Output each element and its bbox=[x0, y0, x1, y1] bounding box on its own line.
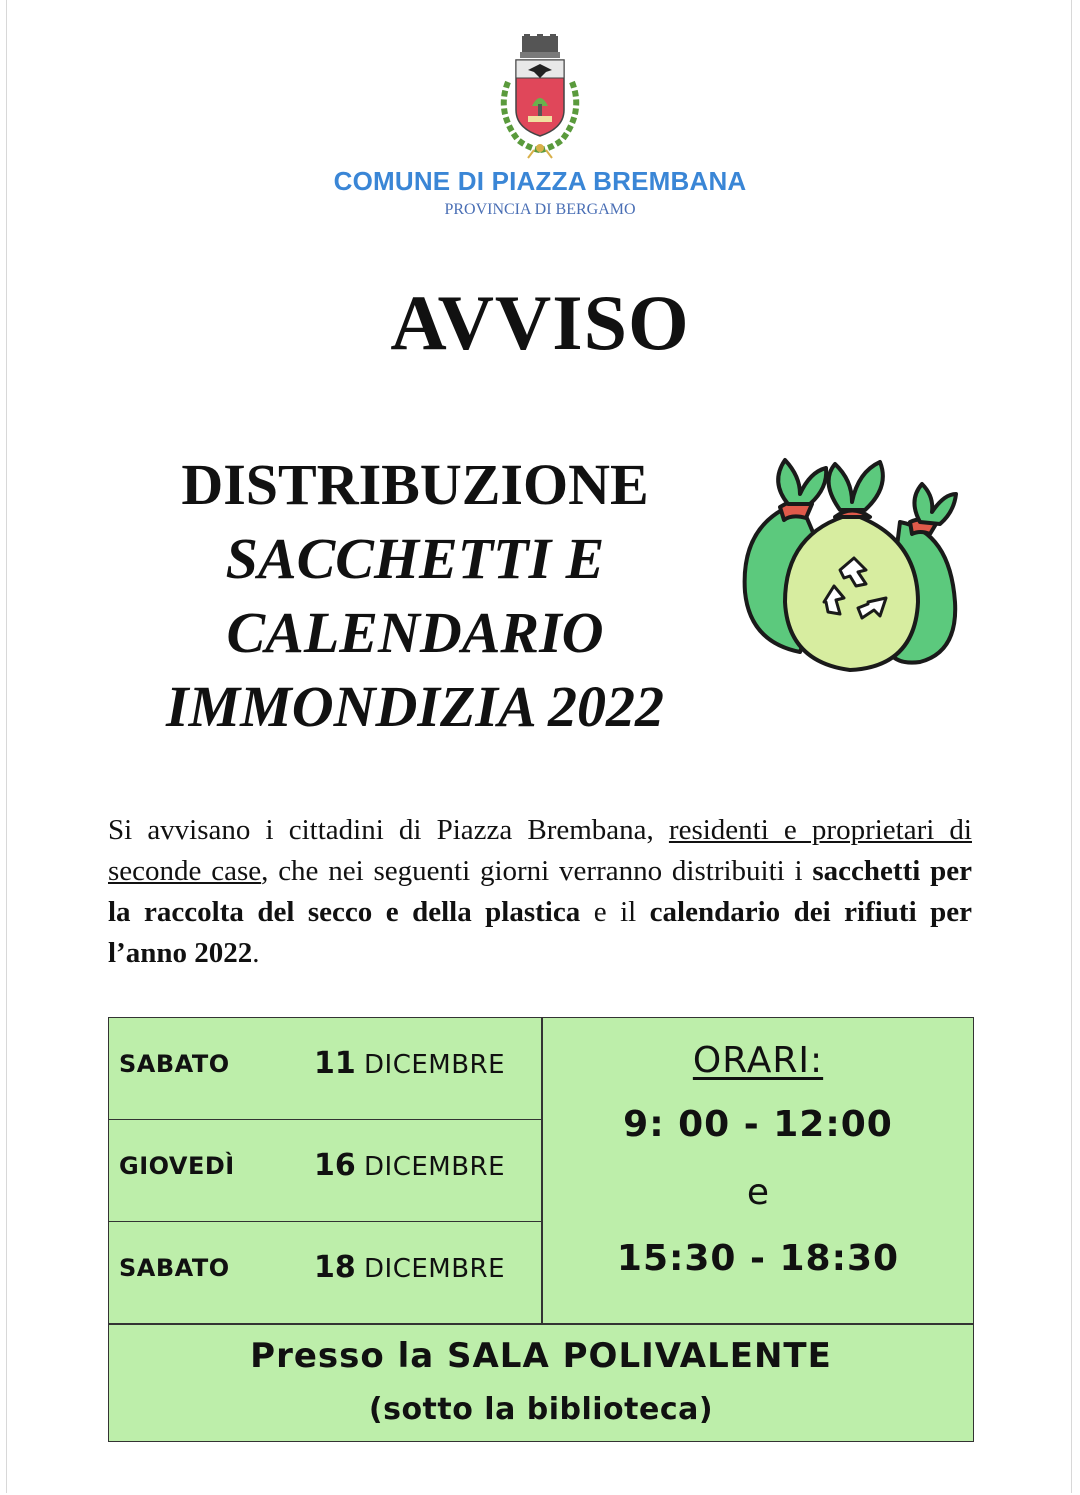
morning-hours: 9: 00 - 12:00 bbox=[623, 1104, 893, 1145]
notice-title bbox=[130, 448, 700, 744]
body-text-2: , che nei seguenti giorni verranno distribuiti i bbox=[261, 855, 813, 887]
recycling-bags-icon bbox=[740, 452, 965, 677]
day-name: SABATO bbox=[119, 1050, 230, 1078]
title-line-3: CALENDARIO bbox=[226, 600, 604, 665]
body-text-3: e il bbox=[580, 896, 650, 928]
row-divider bbox=[109, 1323, 973, 1325]
day-date bbox=[314, 1250, 505, 1285]
body-text-4: . bbox=[252, 937, 260, 969]
location-text: Presso la SALA POLIVALENTE bbox=[250, 1336, 832, 1376]
schedule-table bbox=[108, 1017, 974, 1442]
date-month: DICEMBRE bbox=[364, 1050, 506, 1080]
title-line-1: DISTRIBUZIONE bbox=[181, 452, 649, 517]
day-date bbox=[314, 1148, 505, 1183]
title-line-4: IMMONDIZIA 2022 bbox=[166, 674, 664, 739]
province-name: PROVINCIA DI BERGAMO bbox=[444, 201, 636, 218]
day-name: SABATO bbox=[119, 1254, 230, 1282]
day-date bbox=[314, 1046, 505, 1081]
notice-heading: AVVISO bbox=[390, 279, 690, 366]
body-underlined: residenti e proprietari di seconde case bbox=[108, 814, 972, 887]
schedule-row bbox=[109, 1018, 541, 1120]
body-bold-1: sacchetti per la raccolta del secco e della plastica bbox=[108, 855, 972, 928]
date-month: DICEMBRE bbox=[364, 1254, 506, 1284]
title-line-2: SACCHETTI E bbox=[225, 526, 605, 591]
day-name: GIOVEDÌ bbox=[119, 1152, 235, 1180]
date-month: DICEMBRE bbox=[364, 1152, 506, 1182]
body-bold-2: calendario dei rifiuti per l’anno 2022 bbox=[108, 896, 972, 969]
afternoon-hours: 15:30 - 18:30 bbox=[616, 1238, 900, 1279]
hours-column bbox=[543, 1018, 973, 1323]
municipal-crest-icon bbox=[488, 32, 592, 160]
date-number: 16 bbox=[314, 1148, 356, 1183]
municipality-name: COMUNE DI PIAZZA BREMBANA bbox=[333, 166, 747, 196]
notice-body bbox=[108, 810, 972, 974]
date-number: 18 bbox=[314, 1250, 356, 1285]
date-number: 11 bbox=[314, 1046, 356, 1081]
location-subtext: (sotto la biblioteca) bbox=[368, 1392, 714, 1427]
schedule-row bbox=[109, 1222, 541, 1324]
body-text-1: Si avvisano i cittadini di Piazza Brembana, bbox=[108, 814, 669, 846]
hours-label: ORARI: bbox=[692, 1040, 824, 1081]
schedule-row bbox=[109, 1120, 541, 1222]
hours-conjunction: e bbox=[746, 1172, 770, 1213]
